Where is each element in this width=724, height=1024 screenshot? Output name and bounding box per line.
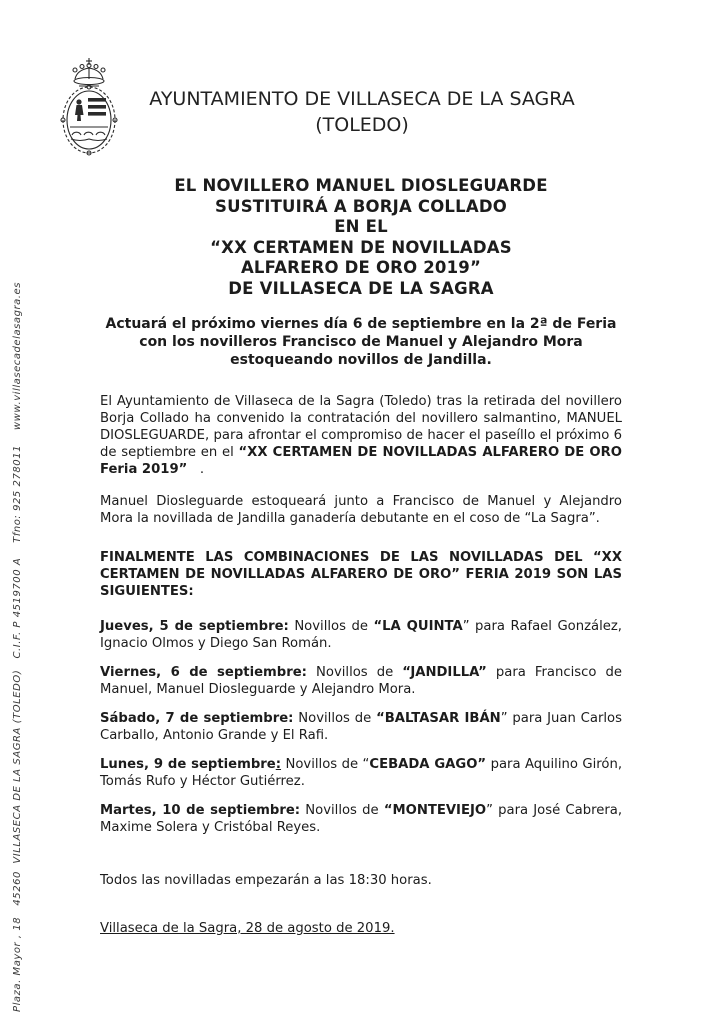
day-item-viernes: Viernes, 6 de septiembre: Novillos de “JANDILLA” para Francisco de Manuel, Manuel Diosleguarde y Alejandro Mora.	[100, 665, 622, 697]
day-item-lunes: Lunes, 9 de septiembre: Novillos de “CEBADA GAGO” para Aquilino Girón, Tomás Rufo y Héctor Gutiérrez.	[100, 757, 623, 789]
finalmente-paragraph: FINALMENTE LAS COMBINACIONES DE LAS NOVILLADAS DEL “XX CERTAMEN DE NOVILLADAS ALFARERO DE ORO” FERIA 2019 SON LAS SIGUIENTES:	[100, 550, 622, 599]
organisation-name: AYUNTAMIENTO DE VILLASECA DE LA SAGRA	[149, 88, 575, 110]
headline: EL NOVILLERO MANUEL DIOSLEGUARDE SUSTITUIRÁ A BORJA COLLADO EN EL “XX CERTAMEN DE NOVILLADAS ALFARERO DE ORO 2019” DE VILLASECA DE LA SAGRA	[174, 176, 548, 298]
day-item-jueves: Jueves, 5 de septiembre: Novillos de “LA QUINTA” para Rafael González, Ignacio Olmos y Diego San Román.	[100, 619, 622, 651]
organisation-title	[0, 86, 724, 138]
subheadline: Actuará el próximo viernes día 6 de septiembre en la 2ª de Feria con los novilleros Francisco de Manuel y Alejandro Mora estoqueando novillos de Jandilla.	[105, 316, 617, 368]
intro-paragraph: El Ayuntamiento de Villaseca de la Sagra (Toledo) tras la retirada del novillero Borja Collado ha convenido la contratación del novillero salmantino, MANUEL DIOSLEGUARDE, para afrontar el compromiso de hacer el paseíllo el próximo 6 de septiembre en el “XX CERTAMEN DE NOVILLADAS ALFARERO DE ORO Feria 2019” .	[100, 394, 622, 477]
closing-line: Todos las novilladas empezarán a las 18:30 horas.	[100, 873, 432, 888]
day-item-martes: Martes, 10 de septiembre: Novillos de “MONTEVIEJO” para José Cabrera, Maxime Solera y Cristóbal Reyes.	[100, 803, 623, 835]
organisation-province: (TOLEDO)	[315, 114, 409, 136]
day-item-sabado: Sábado, 7 de septiembre: Novillos de “BALTASAR IBÁN” para Juan Carlos Carballo, Antonio Grande y El Rafi.	[100, 711, 622, 743]
document-body	[100, 176, 622, 937]
second-paragraph: Manuel Diosleguarde estoqueará junto a Francisco de Manuel y Alejandro Mora la novillada de Jandilla ganadería debutante en el coso de “La Sagra”.	[100, 494, 622, 526]
dateline: Villaseca de la Sagra, 28 de agosto de 2019.	[100, 921, 395, 936]
sidebar-address-text: Plaza. Mayor , 18 45260 VILLASECA DE LA SAGRA (TOLEDO) C.I.F. P 4519700 A Tfno: 925 278011 www.villasecadelasagra.es	[12, 282, 23, 1012]
